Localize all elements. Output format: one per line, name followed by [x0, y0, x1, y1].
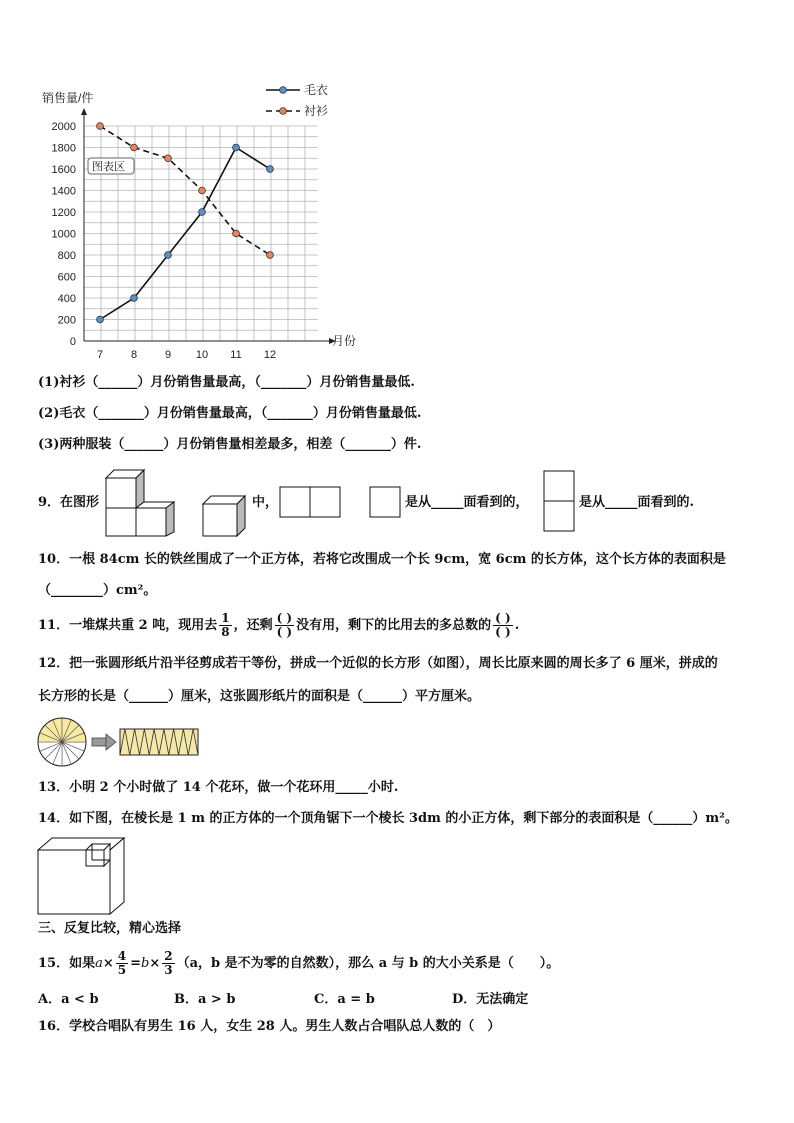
option-a: A．a < b [38, 992, 99, 1007]
view-one-square [369, 486, 403, 520]
sales-line-chart [30, 78, 370, 360]
x-tick-label: 7 [96, 349, 104, 360]
y-tick-labels [52, 121, 76, 348]
y-tick-label: 600 [57, 271, 76, 284]
x-axis-label: 月份 [332, 334, 357, 348]
question-14: 14．如下图，在棱长是 1 m 的正方体的一个顶角锯下一个棱长 3dm 的小正方体，剩下部分的表面积是（______）m²。 [38, 811, 738, 826]
y-tick-label: 1400 [51, 185, 76, 198]
fraction-two-thirds: $\frac{2}{3}$ [164, 949, 173, 977]
blank-fraction-1: $\frac{( )}{( )}$ [276, 611, 293, 639]
q15-text-b: （a，b 是不为零的自然数），那么 a 与 b 的大小关系是（ ）。 [176, 956, 560, 971]
data-point [233, 144, 240, 151]
arrow-icon [92, 734, 116, 750]
q15-var-a: a [95, 956, 103, 971]
q9-text-d: 是从_____面看到的. [579, 495, 695, 510]
fraction-one-eighth: $\frac{1}{8}$ [221, 611, 230, 639]
q9-text-b: 中， [252, 495, 279, 510]
view-vertical-squares [543, 470, 577, 534]
chart-area-badge [88, 158, 134, 174]
q10-line1: 10．一根 84cm 长的铁丝围成了一个正方体，若将它改围成一个长 9cm，宽 6cm 的长方体，这个长方体的表面积是 [38, 552, 726, 567]
x-tick-label: 9 [164, 349, 172, 360]
data-point [131, 144, 138, 151]
y-tick-label: 0 [69, 336, 76, 348]
data-point [165, 155, 172, 162]
y-tick-label: 1600 [51, 164, 76, 176]
legend-label: 毛衣 [304, 83, 329, 97]
q11-text-c: 没有用，剩下的比用去的多总数的 [296, 618, 492, 633]
y-tick-label: 1800 [51, 142, 76, 155]
q15-var-b: b [141, 956, 150, 971]
single-cube-figure [201, 494, 249, 538]
q10-line2: （________）cm²。 [38, 583, 157, 598]
question-11 [38, 612, 519, 639]
circle-to-rectangle-figure [36, 716, 202, 768]
q15-times-2: × [149, 956, 161, 971]
x-tick-label: 11 [230, 349, 242, 360]
q8-part2: (2)毛衣（_______）月份销售量最高，（_______）月份销售量最低. [38, 406, 422, 421]
x-tick-label: 8 [130, 349, 138, 360]
y-tick-label: 400 [57, 293, 76, 305]
question-16: 16．学校合唱队有男生 16 人，女生 28 人。男生人数占合唱队总人数的（ ） [38, 1019, 501, 1034]
q9-text-c: 是从_____面看到的， [405, 495, 529, 510]
q15-text-a: 15．如果 [38, 956, 96, 971]
q12-line1: 12．把一张圆形纸片沿半径剪成若干等份，拼成一个近似的长方形（如图），周长比原来圆的周长多了 6 厘米，拼成的 [38, 656, 718, 671]
q8-part1: (1)衬衫（______）月份销售量最高，（_______）月份销售量最低. [38, 375, 415, 390]
q12-line2: 长方形的长是（______）厘米，这张圆形纸片的面积是（______）平方厘米。 [38, 689, 481, 704]
x-tick-label: 12 [263, 349, 277, 360]
q8-part3: (3)两种服装（______）月份销售量相差最多，相差（_______）件. [38, 437, 422, 452]
chart-legend [266, 83, 328, 118]
svg-text:图表区: 图表区 [92, 161, 125, 173]
y-tick-label: 1200 [51, 207, 76, 219]
y-axis-label: 销售量/件 [42, 91, 94, 105]
y-tick-label: 2000 [51, 121, 76, 133]
data-point [267, 166, 274, 173]
q11-text-d: . [514, 618, 520, 633]
legend-marker [280, 108, 287, 115]
cube-with-notch-figure [36, 836, 128, 918]
q11-text-a: 11．一堆煤共重 2 吨，现用去 [38, 618, 218, 633]
data-point [97, 123, 104, 130]
option-d: D．无法确定 [452, 992, 529, 1007]
x-tick-labels [97, 349, 276, 360]
y-axis-arrow [81, 108, 87, 115]
q15-equals: = [130, 956, 142, 971]
legend-marker [280, 87, 287, 94]
question-13: 13．小明 2 个小时做了 14 个花环，做一个花环用_____小时. [38, 780, 399, 795]
option-b: B．a > b [174, 992, 236, 1007]
data-point [233, 230, 240, 237]
option-c: C．a = b [314, 992, 375, 1007]
section-3-heading: 三、反复比较，精心选择 [38, 921, 182, 936]
q9-text-a: 9．在图形 [38, 495, 100, 510]
data-point [165, 252, 172, 259]
y-tick-label: 1000 [51, 228, 76, 241]
blank-fraction-2: $\frac{( )}{( )}$ [495, 611, 511, 639]
x-tick-label: 10 [195, 349, 209, 360]
q15-times-1: × [102, 956, 114, 971]
stacked-cubes-figure [104, 468, 182, 538]
data-point [267, 252, 274, 259]
y-tick-label: 800 [57, 250, 76, 262]
y-tick-label: 200 [57, 314, 76, 327]
fraction-four-fifths: $\frac{4}{5}$ [117, 949, 127, 977]
view-two-squares [279, 486, 343, 520]
question-15 [38, 950, 559, 977]
legend-label: 衬衫 [304, 104, 329, 118]
data-point [97, 316, 104, 323]
data-point [131, 295, 138, 302]
data-point [199, 209, 206, 216]
data-point [199, 187, 206, 194]
q11-text-b: ，还剩 [233, 618, 273, 633]
